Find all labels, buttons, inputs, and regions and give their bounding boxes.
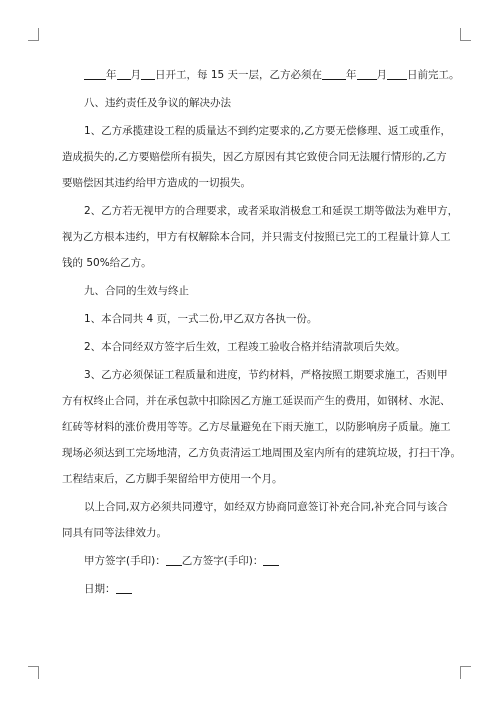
corner-mark-top-left (28, 28, 39, 41)
corner-mark-bottom-right (460, 666, 471, 679)
text-year: 年 (106, 69, 117, 81)
clause-9-1: 1、本合同共 4 页，一式二份,甲乙双方各执一份。 (84, 313, 318, 325)
date-line (84, 582, 132, 596)
blank-start-month (117, 68, 131, 80)
blank-end-year (322, 68, 346, 80)
section-8-heading: 八、违约责任及争议的解决办法 (84, 97, 231, 109)
text-start-rule: 日开工，每 15 天一层，乙方必须在 (155, 69, 323, 81)
party-b-signature-blank (263, 554, 279, 566)
blank-end-day (387, 68, 407, 80)
clause-9-3-line-5: 工程结束后，乙方脚手架留给甲方使用一个月。 (62, 473, 283, 485)
clause-9-3-line-4: 现场必须达到工完场地清，乙方负责清运工地周围及室内所有的建筑垃圾，打扫干净。 (62, 447, 461, 459)
signature-line (84, 554, 279, 568)
clause-8-1-line-3: 要赔偿因其违约给甲方造成的一切损失。 (62, 177, 251, 189)
text-month: 月 (376, 69, 388, 81)
blank-start-day (141, 68, 155, 80)
closing-line-2: 同具有同等法律效力。 (62, 527, 167, 539)
clause-9-3-line-2: 方有权终止合同，并在承包款中扣除因乙方施工延误而产生的费用，如钢材、水泥、 (62, 395, 451, 407)
section-9-heading: 九、合同的生效与终止 (84, 285, 189, 297)
corner-mark-bottom-left (28, 666, 39, 679)
clause-8-2-line-1: 2、乙方若无视甲方的合理要求，或者采取消极怠工和延误工期等做法为难甲方， (84, 205, 459, 217)
clause-8-2-line-3: 钱的 50%给乙方。 (62, 257, 152, 269)
corner-mark-top-right (460, 28, 471, 41)
closing-line-1: 以上合同,双方必须共同遵守，如经双方协商同意签订补充合同,补充合同与该合 (84, 501, 448, 513)
party-a-signature-label: 甲方签字(手印)： (84, 555, 166, 567)
blank-start-year (84, 68, 106, 80)
clause-9-2: 2、本合同经双方签字后生效，工程竣工验收合格并结清款项后失效。 (84, 341, 406, 353)
clause-9-3-line-3: 红砖等材料的涨价费用等等。乙方尽量避免在下雨天施工，以防影响房子质量。施工 (62, 421, 451, 433)
clause-8-1-line-1: 1、乙方承揽建设工程的质量达不到约定要求的,乙方要无偿修理、返工或重作， (84, 125, 452, 137)
schedule-line (84, 68, 460, 82)
blank-end-month (357, 68, 377, 80)
text-month: 月 (130, 69, 141, 81)
party-a-signature-blank (166, 554, 182, 566)
date-blank (116, 582, 132, 594)
clause-9-3-line-1: 3、乙方必须保证工程质量和进度，节约材料，严格按照工期要求施工，否则甲 (84, 369, 448, 381)
party-b-signature-label: 乙方签字(手印)： (181, 555, 264, 567)
clause-8-2-line-2: 视为乙方根本违约，甲方有权解除本合同，并只需支付按照已完工的工程量计算人工 (62, 231, 451, 243)
clause-8-1-line-2: 造成损失的,乙方要赔偿所有损失，因乙方原因有其它致使合同无法履行情形的,乙方 (62, 151, 447, 163)
text-finish: 日前完工。 (407, 69, 460, 81)
text-year: 年 (346, 69, 357, 81)
date-label: 日期： (84, 583, 116, 595)
